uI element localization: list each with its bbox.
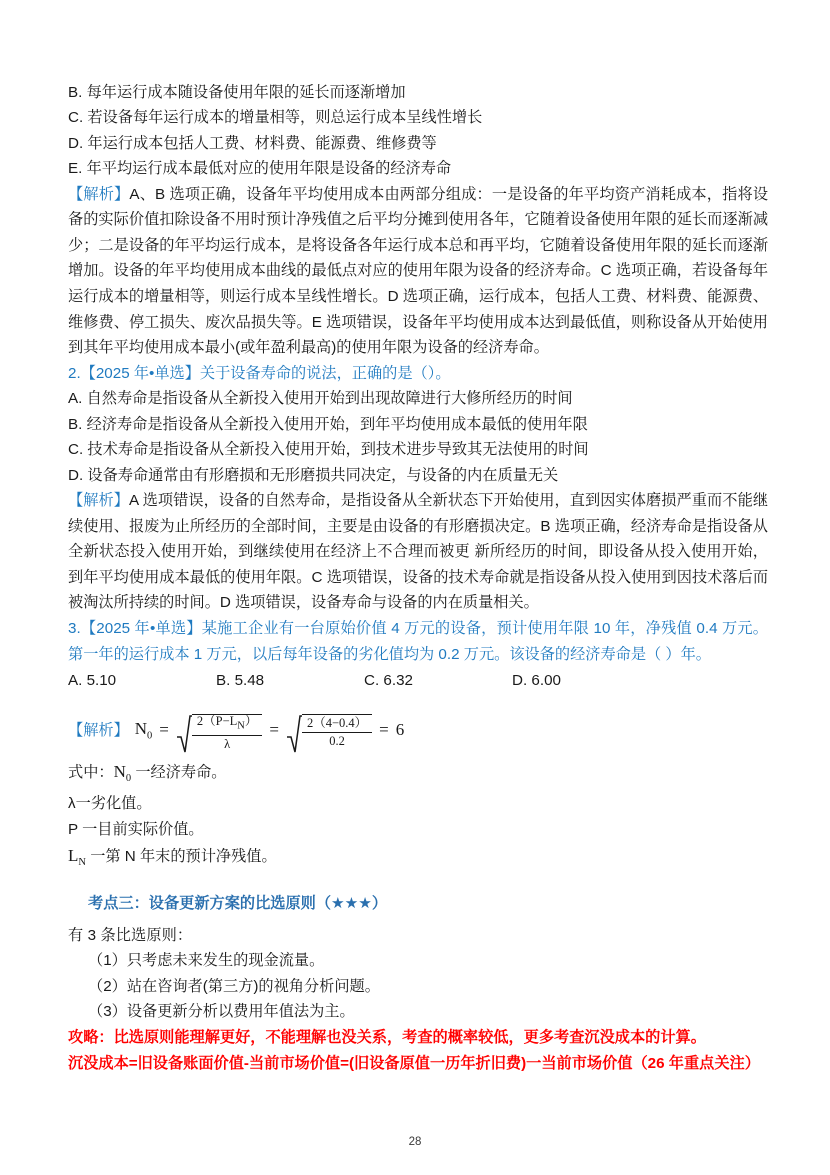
formula-fraction-1 xyxy=(192,714,263,750)
formula-fraction-2 xyxy=(302,714,372,750)
formula-lhs: $N_0$ xyxy=(134,718,153,741)
explanation-text: A 选项错误，设备的自然寿命，是指设备从全新状态下开始使用，直到因实体磨损严重而不能继续使用、报废为止所经历的全部时间，主要是由设备的有形磨损决定。B 选项正确，经济寿命是指设备从全新状态投入使用开始，到继续使用在经济上不合理而被更 新所经历的时间，即设备从投入使用开始，到年平均使用成本最低的使用年限。C 选项错误，设备的技术寿命就是指设备从投入使用到因技术落后而被淘汰所持续的时间。D 选项错误，设备寿命与设备的内在质量相关。 xyxy=(68,492,769,612)
formula-radical-1 xyxy=(176,710,263,750)
formula-numerator-2: 2（4−0.4） xyxy=(302,716,372,733)
explanation-text: A、B 选项正确，设备年平均使用成本由两部分组成：一是设备的年平均资产消耗成本，指将设备的实际价值扣除设备不用时预计净残值之后平均分摊到使用各年，它随着设备使用年限的延长而逐渐减少；二是设备的年平均运行成本，是将设备各年运行成本总和再平均，它随着设备使用年限的延长而逐渐增加。设备的年平均使用成本曲线的最低点对应的使用年限为设备的经济寿命。C 选项正确，若设备每年运行成本的增量相等，则运行成本呈线性增长。D 选项正确，运行成本，包括人工费、材料费、能源费、维修费、停工损失、废次品损失等。E 选项错误，设备年平均使用成本达到最低值，则称设备从开始使用到其年平均使用成本最小(或年盈利最高)的使用年限为设备的经济寿命。 xyxy=(68,185,769,357)
formula-variable-2: λ一劣化值。 xyxy=(68,795,152,813)
q2-option-a: A. 自然寿命是指设备从全新投入使用开始到出现故障进行大修所经历的时间 xyxy=(68,390,573,408)
q3-choice-d: D. 6.00 xyxy=(512,672,561,690)
q1-option-b: B. 每年运行成本随设备使用年限的延长而逐渐增加 xyxy=(68,84,406,101)
q3-choice-a: A. 5.10 xyxy=(68,672,117,690)
q2-option-b: B. 经济寿命是指设备从全新投入使用开始，到年平均使用成本最低的使用年限 xyxy=(68,415,588,433)
q3-formula xyxy=(68,707,768,753)
formula-radical-2 xyxy=(286,710,372,750)
q2-option-c: C. 技术寿命是指设备从全新投入使用开始，到技术进步导致其无法使用的时间 xyxy=(68,441,589,459)
q3-choice-b: B. 5.48 xyxy=(216,672,265,690)
section-intro: 有 3 条比选原则： xyxy=(68,926,193,944)
q3-choice-c: C. 6.32 xyxy=(364,672,413,690)
explanation-label: 【解析】 xyxy=(68,185,130,203)
explanation-label: 【解析】 xyxy=(68,492,130,509)
q2-stem: 2.【2025 年•单选】关于设备寿命的说法，正确的是（）。 xyxy=(68,364,451,382)
formula-denominator-1: λ xyxy=(224,736,231,751)
principle-item: （1）只考虑未来发生的现金流量。 xyxy=(88,952,325,970)
q3-stem: 3.【2025 年•单选】某施工企业有一台原始价值 4 万元的设备，预计使用年限 10 年，净残值 0.4 万元。第一年的运行成本 1 万元，以后每年设备的劣化值均为 0.2 万元。该设备的经济寿命是（ ）年。 xyxy=(68,619,768,663)
explanation-label: 【解析】 xyxy=(68,722,129,740)
section-heading: 考点三：设备更新方案的比选原则（★★★） xyxy=(88,895,388,913)
formula-variable-4: $L_N$ 一第 N 年末的预计净残值。 xyxy=(68,845,277,868)
principle-item: （2）站在咨询者(第三方)的视角分析问题。 xyxy=(88,977,380,995)
formula-denominator-2: 0.2 xyxy=(329,734,345,749)
q1-option-e: E. 年平均运行成本最低对应的使用年限是设备的经济寿命 xyxy=(68,160,452,178)
formula-equals-1: = xyxy=(159,719,169,739)
q2-explanation xyxy=(68,488,768,616)
q1-option-c: C. 若设备每年运行成本的增量相等，则总运行成本呈线性增长 xyxy=(68,109,483,127)
formula-result: 6 xyxy=(395,719,405,739)
tip-sunk-cost-formula: 沉没成本=旧设备账面价值-当前市场价值=(旧设备原值一历年折旧费)一当前市场价值（26 年重点关注） xyxy=(68,1054,760,1072)
q2-option-d: D. 设备寿命通常由有形磨损和无形磨损共同决定，与设备的内在质量无关 xyxy=(68,466,559,484)
formula-equals-3: = xyxy=(379,719,389,739)
tip-strategy: 攻略：比选原则能理解更好，不能理解也没关系，考查的概率较低，更多考查沉没成本的计算。 xyxy=(68,1028,706,1046)
principle-item: （3）设备更新分析以费用年值法为主。 xyxy=(88,1003,355,1021)
formula-variable-1: 式中：$N_0$ 一经济寿命。 xyxy=(68,761,227,784)
page-number: 28 xyxy=(408,1136,422,1148)
q1-explanation xyxy=(68,182,768,361)
formula-variable-3: P 一目前实际价值。 xyxy=(68,820,204,838)
formula-equals-2: = xyxy=(269,719,279,739)
page-content xyxy=(68,80,768,1077)
q3-choices xyxy=(68,668,768,694)
q1-option-d: D. 年运行成本包括人工费、材料费、能源费、维修费等 xyxy=(68,134,437,152)
formula-numerator-1: $2(P-L_N)$ xyxy=(192,714,263,736)
